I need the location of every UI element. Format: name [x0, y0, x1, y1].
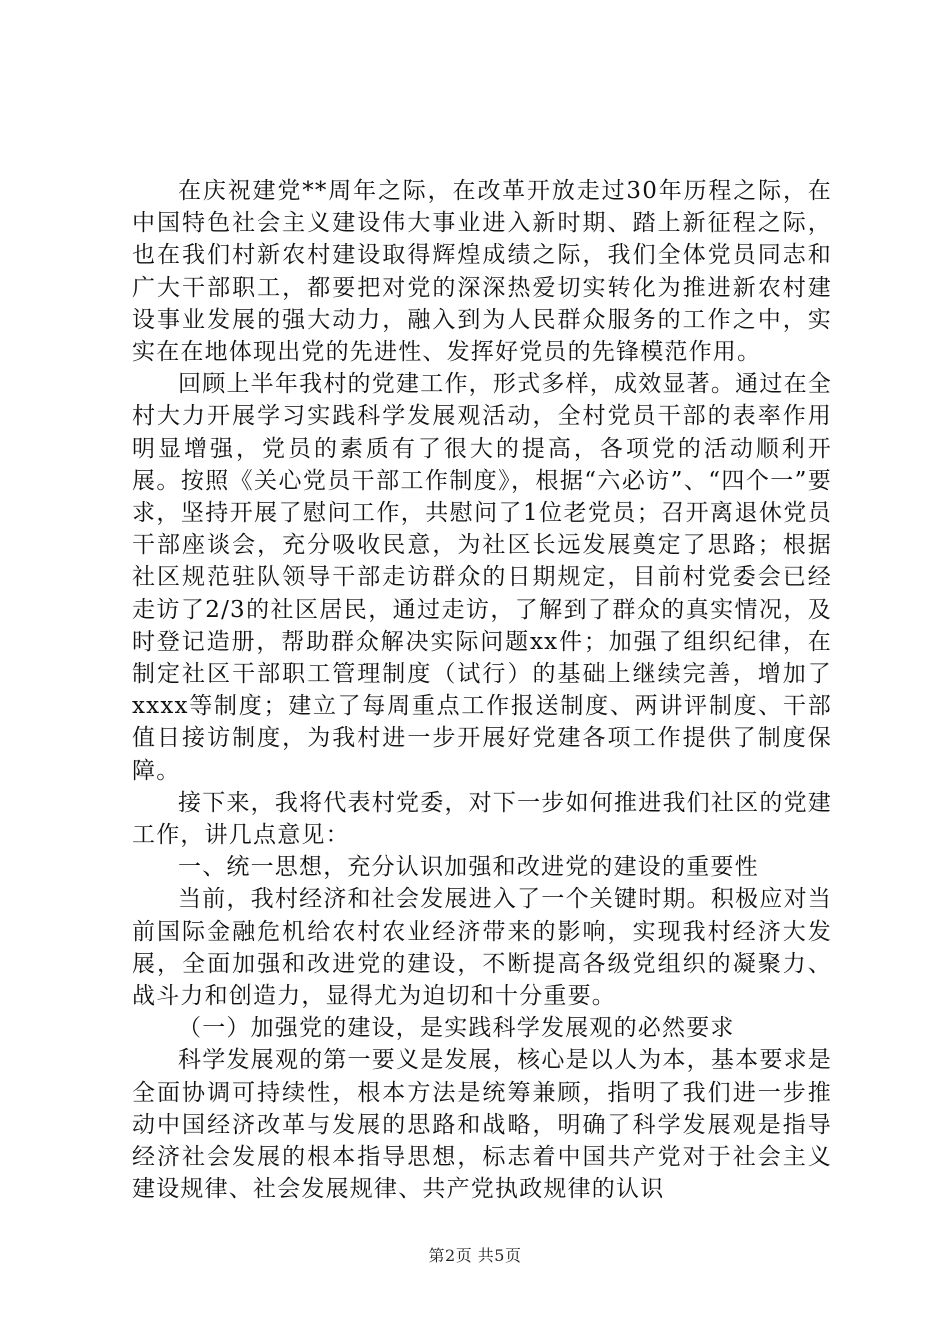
paragraph-scientific-development: 科学发展观的第一要义是发展，核心是以人为本，基本要求是全面协调可持续性，根本方法是统筹兼顾，指明了我们进一步推动中国经济改革与发展的思路和战略，明确了科学发展观是指导经济社会发展的根本指导思想，标志着中国共产党对于社会主义建设规律、社会发展规律、共产党执政规律的认识: [132, 1047, 832, 1203]
page-footer: 第2页 共5页: [428, 1246, 522, 1265]
paragraph-celebration: 在庆祝建党**周年之际，在改革开放走过30年历程之际，在中国特色社会主义建设伟大事业进入新时期、踏上新征程之际，也在我们村新农村建设取得辉煌成绩之际，我们全体党员同志和广大干部职工，都要把对党的深深热爱切实转化为推进新农村建设事业发展的强大动力，融入到为人民群众服务的工作之中，实实在在地体现出党的先进性、发挥好党员的先锋模范作用。: [132, 178, 832, 366]
section-heading-1: 一、统一思想，充分认识加强和改进党的建设的重要性: [178, 854, 759, 881]
paragraph-review: 回顾上半年我村的党建工作，形式多样，成效显著。通过在全村大力开展学习实践科学发展观活动，全村党员干部的表率作用明显增强，党员的素质有了很大的提高，各项党的活动顺利开展。按照《关心党员干部工作制度》，根据“六必访”、“四个一”要求，坚持开展了慰问工作，共慰问了1位老党员；召开离退休党员干部座谈会，充分吸收民意，为社区长远发展奠定了思路；根据社区规范驻队领导干部走访群众的日期规定，目前村党委会已经走访了2/3的社区居民，通过走访，了解到了群众的真实情况，及时登记造册，帮助群众解决实际问题xx件；加强了组织纪律，在制定社区干部职工管理制度（试行）的基础上继续完善，增加了xxxx等制度；建立了每周重点工作报送制度、两讲评制度、干部值日接访制度，为我村进一步开展好党建各项工作提供了制度保障。: [132, 371, 832, 784]
subsection-heading-1: （一）加强党的建设，是实践科学发展观的必然要求: [178, 1015, 735, 1042]
body-text: [132, 175, 832, 1206]
paragraph-next-steps: 接下来，我将代表村党委，对下一步如何推进我们社区的党建工作，讲几点意见：: [132, 789, 832, 849]
paragraph-current-situation: 当前，我村经济和社会发展进入了一个关键时期。积极应对当前国际金融危机给农村农业经济带来的影响，实现我村经济大发展，全面加强和改进党的建设，不断提高各级党组织的凝聚力、战斗力和创造力，显得尤为迫切和十分重要。: [132, 886, 832, 1010]
